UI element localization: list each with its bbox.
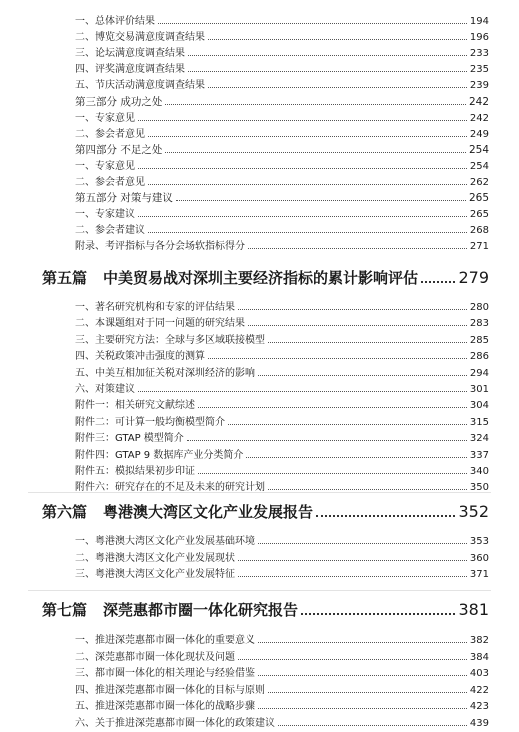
entry-page-number: 285 — [469, 334, 489, 346]
entry-label: 五、推进深莞惠都市圈一体化的战略步骤 — [75, 701, 255, 712]
entry-page-number: 382 — [469, 635, 489, 646]
entry-label: 六、关于推进深莞惠都市圈一体化的政策建议 — [75, 717, 275, 729]
entry-label: 二、参会者建议 — [75, 225, 145, 237]
toc-entry[interactable] — [75, 240, 489, 253]
chapter-number: 第七篇 — [42, 601, 88, 619]
dot-leader — [148, 183, 467, 185]
dot-leader — [268, 488, 467, 490]
dot-leader — [301, 612, 455, 615]
entry-label: 二、深莞惠都市圈一体化现状及问题 — [75, 651, 235, 663]
entry-label: 一、专家建议 — [75, 209, 135, 221]
entry-page-number: 301 — [469, 384, 489, 395]
dot-leader — [138, 167, 467, 169]
entry-label: 二、博览交易满意度调查结果 — [75, 32, 205, 44]
entry-label: 二、本课题组对于同一问题的研究结果 — [75, 318, 245, 330]
dot-leader — [198, 472, 467, 474]
entry-label: 一、推进深莞惠都市圈一体化的重要意义 — [75, 635, 255, 646]
toc-entry[interactable] — [75, 634, 489, 647]
dot-leader — [258, 641, 467, 643]
entry-page-number: 403 — [469, 668, 489, 679]
chapter-title: 中美贸易战对深圳主要经济指标的累计影响评估 — [103, 269, 419, 287]
chapter-page-number: 352 — [458, 502, 489, 521]
entry-page-number: 324 — [469, 433, 489, 445]
dot-leader — [278, 724, 467, 726]
toc-entry[interactable] — [75, 449, 489, 462]
entry-label: 六、对策建议 — [75, 384, 135, 395]
entry-label: 三、粤港澳大湾区文化产业发展特征 — [75, 569, 235, 580]
toc-entry[interactable] — [75, 79, 489, 92]
entry-label: 五、节庆活动满意度调查结果 — [75, 80, 205, 92]
toc-entry[interactable] — [75, 224, 489, 237]
dot-leader — [268, 691, 467, 693]
entry-label: 四、推进深莞惠都市圈一体化的目标与原则 — [75, 684, 265, 696]
entry-label: 一、粤港澳大湾区文化产业发展基础环境 — [75, 536, 255, 547]
toc-entry[interactable] — [75, 717, 489, 730]
dot-leader — [258, 374, 467, 376]
toc-entry[interactable] — [75, 301, 489, 314]
entry-label: 一、专家意见 — [75, 112, 135, 124]
entry-label: 四、关税政策冲击强度的测算 — [75, 351, 205, 363]
toc-entry[interactable] — [75, 367, 489, 380]
toc-entry[interactable] — [75, 383, 489, 396]
dot-leader — [176, 199, 466, 201]
entry-label: 四、评奖满意度调查结果 — [75, 64, 185, 76]
chapter-label — [42, 268, 418, 288]
dot-leader — [238, 658, 467, 660]
dot-leader — [158, 22, 467, 24]
chapter-label — [42, 600, 298, 620]
entry-label: 三、论坛满意度调查结果 — [75, 48, 185, 60]
entry-label: 五、中美互相加征关税对深圳经济的影响 — [75, 367, 255, 379]
toc-entry[interactable] — [75, 399, 489, 412]
entry-page-number: 194 — [469, 16, 489, 27]
entry-page-number: 353 — [469, 536, 489, 547]
entry-page-number: 196 — [469, 32, 489, 44]
toc-entry[interactable] — [75, 552, 489, 565]
entry-label: 二、参会者意见 — [75, 177, 145, 188]
entry-page-number: 423 — [469, 701, 489, 712]
entry-page-number: 265 — [468, 192, 489, 205]
entry-page-number: 268 — [469, 225, 489, 237]
section-divider — [28, 590, 491, 591]
entry-label: 附件一：相关研究文献综述 — [75, 400, 195, 412]
dot-leader — [246, 456, 467, 458]
toc-entry[interactable] — [75, 684, 489, 697]
entry-page-number: 249 — [469, 128, 489, 140]
entry-page-number: 384 — [469, 651, 489, 663]
entry-label: 一、著名研究机构和专家的评估结果 — [75, 302, 235, 313]
section-divider — [28, 492, 491, 493]
entry-page-number: 254 — [469, 160, 489, 172]
entry-label: 附件六：研究存在的不足及未来的研究计划 — [75, 482, 265, 494]
chapter-page-number: 279 — [458, 268, 489, 287]
dot-leader — [258, 674, 467, 676]
entry-label: 第四部分 不足之处 — [75, 143, 163, 156]
toc-entry[interactable] — [75, 535, 489, 548]
entry-page-number: 242 — [468, 95, 489, 108]
toc-entry[interactable] — [75, 63, 489, 76]
entry-label: 附件五：模拟结果初步印证 — [75, 466, 195, 477]
entry-label: 附录、考评指标与各分会场软指标得分 — [75, 241, 245, 253]
chapter-heading[interactable] — [42, 600, 489, 620]
toc-entry[interactable] — [75, 112, 489, 125]
toc-entry[interactable] — [75, 176, 489, 189]
chapter-heading[interactable] — [42, 268, 489, 288]
entry-page-number: 294 — [469, 367, 489, 379]
entry-page-number: 283 — [469, 318, 489, 330]
entry-page-number: 350 — [469, 482, 489, 494]
chapter-number: 第六篇 — [42, 503, 88, 521]
toc-part-heading[interactable] — [75, 96, 489, 109]
entry-page-number: 262 — [469, 177, 489, 188]
dot-leader — [238, 308, 467, 310]
entry-page-number: 242 — [469, 112, 489, 124]
toc-entry[interactable] — [75, 667, 489, 680]
toc-part-heading[interactable] — [75, 144, 489, 157]
entry-page-number: 422 — [469, 684, 489, 696]
toc-entry[interactable] — [75, 651, 489, 664]
dot-leader — [138, 390, 467, 392]
dot-leader — [188, 70, 467, 72]
chapter-title: 深莞惠都市圈一体化研究报告 — [103, 601, 299, 619]
entry-label: 附件二：可计算一般均衡模型简介 — [75, 416, 225, 428]
dot-leader — [208, 357, 467, 359]
entry-page-number: 239 — [469, 80, 489, 92]
toc-entry[interactable] — [75, 208, 489, 221]
dot-leader — [208, 86, 467, 88]
entry-label: 三、都市圈一体化的相关理论与经验借鉴 — [75, 668, 255, 679]
entry-page-number: 304 — [469, 400, 489, 412]
entry-page-number: 254 — [468, 143, 489, 156]
entry-page-number: 337 — [469, 449, 489, 461]
dot-leader — [165, 103, 466, 105]
dot-leader — [238, 575, 467, 577]
toc-entry[interactable] — [75, 128, 489, 141]
entry-label: 第五部分 对策与建议 — [75, 192, 173, 205]
toc-entry[interactable] — [75, 568, 489, 581]
entry-label: 二、粤港澳大湾区文化产业发展现状 — [75, 552, 235, 564]
dot-leader — [165, 151, 466, 153]
dot-leader — [138, 119, 467, 121]
entry-label: 一、总体评价结果 — [75, 16, 155, 27]
entry-label: 一、专家意见 — [75, 160, 135, 172]
dot-leader — [421, 280, 455, 283]
dot-leader — [248, 247, 467, 249]
chapter-label — [42, 502, 313, 522]
entry-label: 三、主要研究方法：全球与多区域联接模型 — [75, 334, 265, 346]
toc-entry[interactable] — [75, 15, 489, 28]
dot-leader — [148, 231, 467, 233]
entry-page-number: 315 — [469, 416, 489, 428]
entry-page-number: 265 — [469, 209, 489, 221]
dot-leader — [258, 542, 467, 544]
toc-entry[interactable] — [75, 160, 489, 173]
entry-label: 附件四：GTAP 9 数据库产业分类简介 — [75, 449, 244, 461]
dot-leader — [248, 324, 467, 326]
entry-page-number: 360 — [469, 552, 489, 564]
toc-entry[interactable] — [75, 432, 489, 445]
entry-page-number: 286 — [469, 351, 489, 363]
entry-label: 第三部分 成功之处 — [75, 95, 163, 108]
entry-page-number: 235 — [469, 64, 489, 76]
dot-leader — [316, 514, 455, 517]
dot-leader — [258, 707, 467, 709]
entry-page-number: 233 — [469, 48, 489, 60]
entry-page-number: 271 — [469, 241, 489, 253]
dot-leader — [138, 215, 467, 217]
toc-part-heading[interactable] — [75, 192, 489, 205]
entry-label: 二、参会者意见 — [75, 128, 145, 140]
entry-page-number: 439 — [469, 717, 489, 729]
toc-entry[interactable] — [75, 31, 489, 44]
chapter-title: 粤港澳大湾区文化产业发展报告 — [103, 503, 314, 521]
dot-leader — [198, 406, 467, 408]
dot-leader — [188, 54, 467, 56]
toc-entry[interactable] — [75, 700, 489, 713]
toc-entry[interactable] — [75, 465, 489, 478]
dot-leader — [208, 38, 467, 40]
dot-leader — [187, 439, 467, 441]
chapter-number: 第五篇 — [42, 269, 88, 287]
dot-leader — [228, 423, 467, 425]
toc-entry[interactable] — [75, 317, 489, 330]
entry-page-number: 340 — [469, 466, 489, 477]
chapter-page-number: 381 — [458, 600, 489, 619]
entry-page-number: 371 — [469, 569, 489, 580]
chapter-heading[interactable] — [42, 502, 489, 522]
dot-leader — [238, 559, 467, 561]
toc-entry[interactable] — [75, 416, 489, 429]
toc-entry[interactable] — [75, 350, 489, 363]
entry-page-number: 280 — [469, 302, 489, 313]
dot-leader — [148, 135, 467, 137]
dot-leader — [268, 341, 467, 343]
toc-entry[interactable] — [75, 334, 489, 347]
entry-label: 附件三：GTAP 模型简介 — [75, 433, 184, 445]
toc-entry[interactable] — [75, 47, 489, 60]
